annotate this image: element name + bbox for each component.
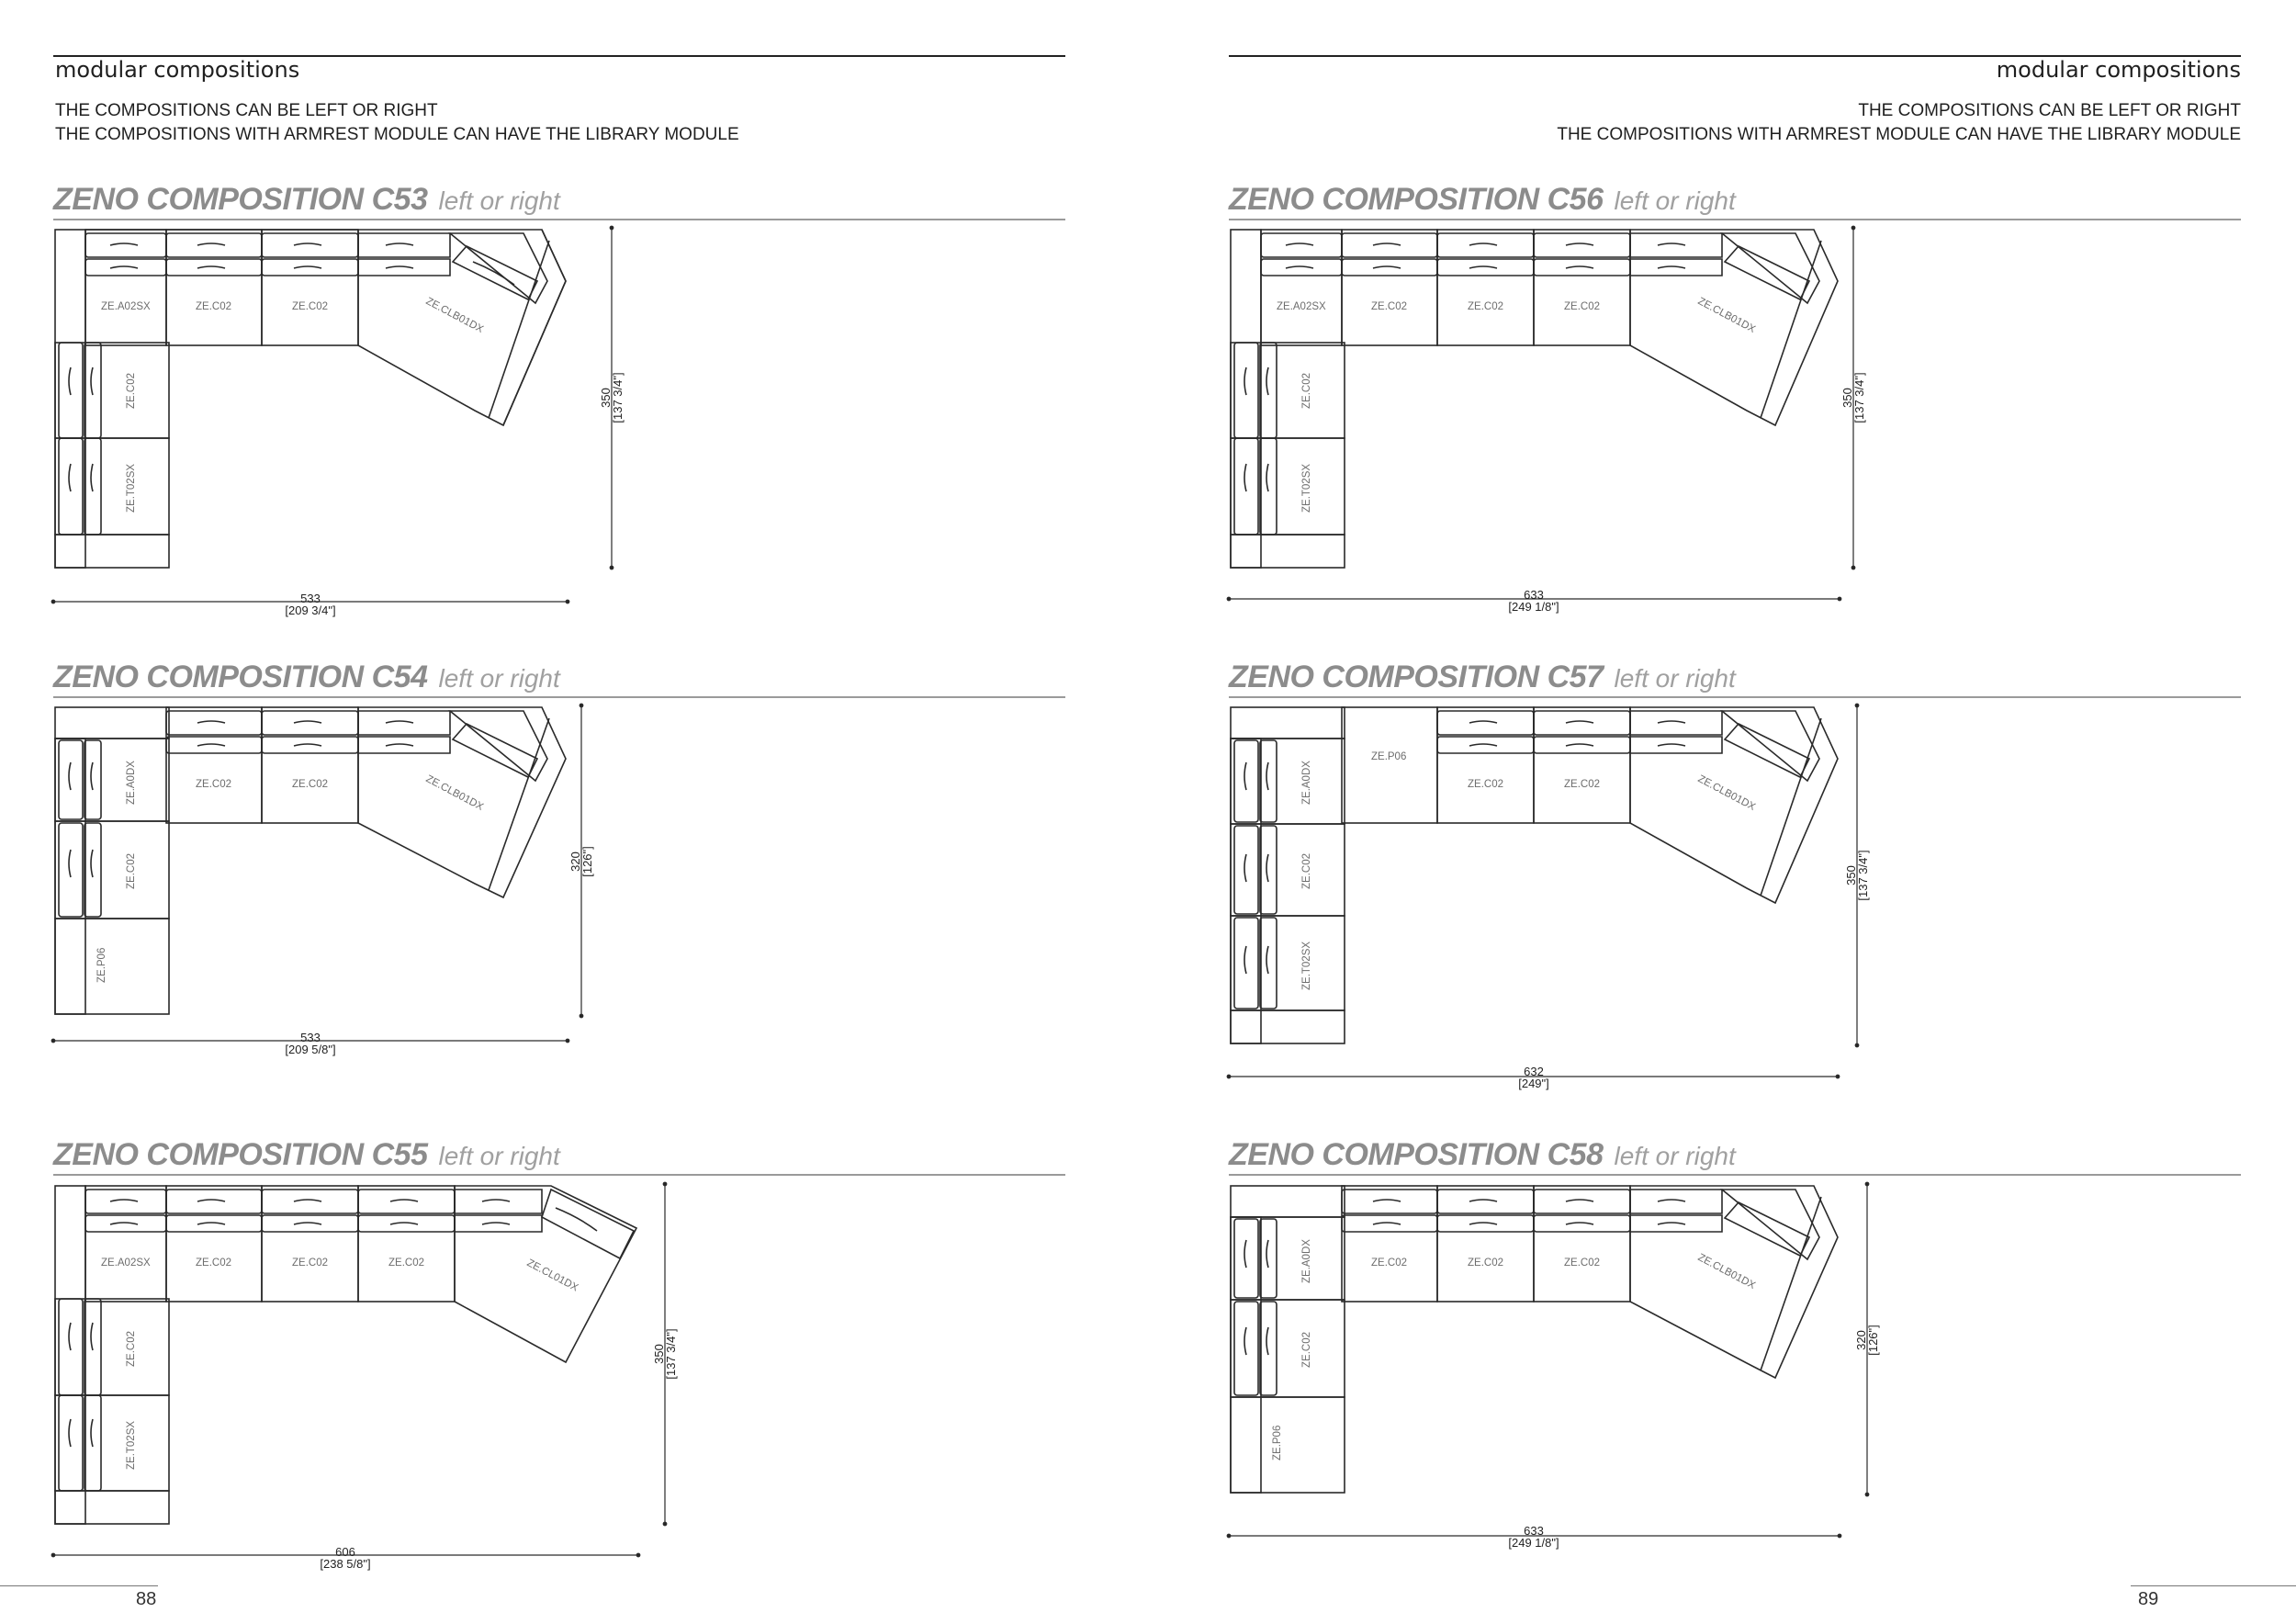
depth-in: [126"] (1866, 1325, 1880, 1356)
footer-rule (0, 1585, 158, 1586)
module-t02sx (55, 438, 169, 535)
composition-subtitle: left or right (438, 664, 560, 693)
module-label: ZE.C02 (292, 301, 328, 312)
module-c02 (1534, 230, 1630, 345)
module-label: ZE.C02 (292, 1257, 328, 1269)
intro-line-2: THE COMPOSITIONS WITH ARMREST MODULE CAN HAVE THE LIBRARY MODULE (55, 125, 739, 144)
footer-rule (2131, 1585, 2296, 1586)
width-in: [209 5/8"] (285, 1043, 336, 1056)
module-label: ZE.P06 (96, 947, 107, 983)
module-a0dx (55, 739, 169, 821)
module-a0dx (1231, 1217, 1345, 1300)
module-c02-vertical (55, 821, 169, 919)
module-label: ZE.C02 (1371, 301, 1407, 312)
module-label: ZE.A0DX (126, 761, 137, 805)
page-number-left: 88 (136, 1589, 157, 1609)
composition-name: ZENO COMPOSITION C58 (1229, 1137, 1604, 1172)
module-label: ZE.C02 (1564, 1257, 1600, 1269)
module-p06 (55, 919, 169, 1014)
depth-in: [137 3/4"] (611, 372, 625, 423)
module-c02 (1437, 1186, 1534, 1302)
module-label: ZE.CLB01DX (1695, 296, 1758, 336)
module-label: ZE.CLB01DX (1695, 1252, 1758, 1292)
composition-subtitle: left or right (438, 1142, 560, 1170)
module-label: ZE.A02SX (1277, 301, 1326, 312)
module-c02 (1437, 230, 1534, 345)
depth-cm: 350 (599, 388, 613, 408)
module-label: ZE.C02 (196, 301, 231, 312)
width-cm: 633 (1524, 588, 1544, 602)
width-in: [249"] (1518, 1077, 1549, 1090)
module-c02 (1437, 707, 1534, 823)
module-label: ZE.C02 (126, 853, 137, 889)
section-title: modular compositions (1996, 57, 2241, 83)
composition-name: ZENO COMPOSITION C56 (1229, 182, 1604, 217)
intro-line-1: THE COMPOSITIONS CAN BE LEFT OR RIGHT (55, 101, 438, 120)
sofa-plan-c54 (51, 704, 594, 1056)
sofa-plan-c56 (1227, 226, 1866, 614)
module-c02 (358, 1186, 455, 1302)
depth-in: [126"] (580, 846, 594, 877)
sofa-plan-c53 (51, 226, 625, 617)
composition-name: ZENO COMPOSITION C57 (1229, 660, 1604, 694)
module-p06 (1342, 707, 1437, 823)
module-c02 (262, 1186, 358, 1302)
module-c02 (166, 707, 262, 823)
composition-subtitle: left or right (438, 186, 560, 215)
module-t02sx (1231, 438, 1345, 535)
module-label: ZE.CLB01DX (423, 296, 486, 336)
composition-subtitle: left or right (1614, 186, 1736, 215)
width-cm: 533 (300, 592, 321, 605)
depth-cm: 350 (1844, 865, 1858, 885)
module-c02 (262, 707, 358, 823)
depth-cm: 320 (1854, 1330, 1868, 1350)
module-a0dx (1231, 739, 1345, 824)
module-label: ZE.C02 (126, 1331, 137, 1367)
sofa-plan-c57 (1227, 704, 1870, 1090)
module-label: ZE.C02 (126, 373, 137, 409)
depth-in: [137 3/4"] (1856, 850, 1870, 901)
module-label: ZE.C02 (1468, 1257, 1503, 1269)
module-label: ZE.C02 (292, 779, 328, 790)
module-label: ZE.T02SX (126, 1420, 137, 1470)
width-in: [249 1/8"] (1508, 1536, 1559, 1550)
module-a02sx (85, 1186, 166, 1302)
back-left (55, 230, 85, 568)
composition-subtitle: left or right (1614, 1142, 1736, 1170)
section-title: modular compositions (55, 57, 300, 83)
module-label: ZE.T02SX (1301, 941, 1312, 990)
module-label: ZE.A0DX (1301, 761, 1312, 805)
module-c02 (1342, 230, 1437, 345)
module-label: ZE.C02 (1301, 373, 1312, 409)
module-c02 (262, 230, 358, 345)
width-cm: 533 (300, 1031, 321, 1044)
module-c02-vertical (55, 1299, 169, 1395)
module-label: ZE.C02 (1564, 779, 1600, 790)
composition-name: ZENO COMPOSITION C54 (53, 660, 428, 694)
module-label: ZE.C02 (1468, 779, 1503, 790)
width-in: [249 1/8"] (1508, 600, 1559, 614)
width-in: [209 3/4"] (285, 603, 336, 617)
width-cm: 632 (1524, 1065, 1544, 1078)
module-c02 (1534, 1186, 1630, 1302)
width-in: [238 5/8"] (320, 1557, 371, 1571)
module-c02 (1342, 1186, 1437, 1302)
module-label: ZE.C02 (1468, 301, 1503, 312)
back-corner (55, 707, 169, 739)
module-label: ZE.C02 (1564, 301, 1600, 312)
module-label: ZE.T02SX (126, 463, 137, 513)
module-label: ZE.C02 (388, 1257, 424, 1269)
intro-line-2: THE COMPOSITIONS WITH ARMREST MODULE CAN HAVE THE LIBRARY MODULE (1557, 125, 2241, 144)
depth-in: [137 3/4"] (1852, 372, 1866, 423)
depth-cm: 350 (652, 1344, 666, 1364)
module-label: ZE.P06 (1371, 751, 1407, 762)
composition-name: ZENO COMPOSITION C55 (53, 1137, 428, 1172)
module-label: ZE.C02 (1301, 853, 1312, 889)
module-c02-vertical (55, 343, 169, 438)
module-p06 (1231, 1397, 1345, 1493)
module-c02-vertical (1231, 343, 1345, 438)
module-label: ZE.CLB01DX (423, 773, 486, 814)
module-label: ZE.A02SX (101, 301, 151, 312)
module-label: ZE.CL01DX (524, 1257, 580, 1294)
module-label: ZE.C02 (196, 779, 231, 790)
module-t02sx (1231, 916, 1345, 1010)
page-number-right: 89 (2138, 1589, 2159, 1609)
module-c02 (1534, 707, 1630, 823)
module-c02 (166, 230, 262, 345)
module-a02sx (1261, 230, 1342, 345)
module-label: ZE.C02 (1301, 1332, 1312, 1368)
intro-line-1: THE COMPOSITIONS CAN BE LEFT OR RIGHT (1858, 101, 2241, 120)
depth-cm: 350 (1840, 388, 1854, 408)
width-cm: 633 (1524, 1524, 1544, 1538)
module-label: ZE.T02SX (1301, 463, 1312, 513)
module-label: ZE.P06 (1272, 1425, 1283, 1460)
depth-cm: 320 (568, 851, 582, 872)
module-label: ZE.A02SX (101, 1257, 151, 1269)
module-c02-vertical (1231, 1300, 1345, 1397)
arm-bottom (55, 535, 169, 568)
sofa-plan-c58 (1227, 1182, 1880, 1550)
module-label: ZE.CLB01DX (1695, 773, 1758, 814)
module-c02 (166, 1186, 262, 1302)
sofa-plan-c55 (51, 1182, 678, 1571)
module-label: ZE.C02 (1371, 1257, 1407, 1269)
composition-subtitle: left or right (1614, 664, 1736, 693)
module-c02-vertical (1231, 824, 1345, 916)
width-cm: 606 (335, 1545, 355, 1559)
depth-in: [137 3/4"] (664, 1328, 678, 1380)
module-label: ZE.C02 (196, 1257, 231, 1269)
composition-name: ZENO COMPOSITION C53 (53, 182, 428, 217)
module-t02sx (55, 1395, 169, 1491)
module-a02sx (85, 230, 166, 345)
module-label: ZE.A0DX (1301, 1239, 1312, 1283)
